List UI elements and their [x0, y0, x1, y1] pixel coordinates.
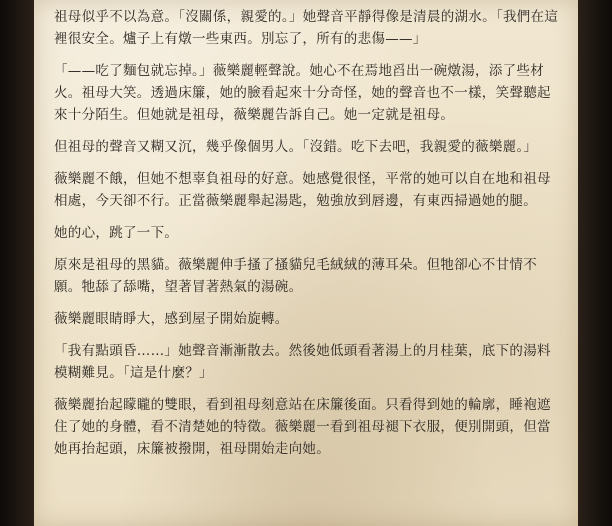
right-border	[578, 0, 612, 526]
page-text	[54, 0, 562, 470]
book-page	[34, 0, 578, 526]
paragraph: 薇樂麗不餓，但她不想辜負祖母的好意。她感覺很怪，平常的她可以自在地和祖母相處，今天卻不行。正當薇樂麗舉起湯匙，勉強放到唇邊，有東西掃過她的腿。	[54, 171, 551, 209]
paragraph: 薇樂麗抬起矇矓的雙眼，看到祖母刻意站在床簾後面。只看得到她的輪廓，睡袍遮住了她的身體，看不清楚她的特徵。薇樂麗一看到祖母褪下衣服，便別開頭，但當她再抬起頭，床簾被撥開，祖母開始走向她。	[54, 397, 551, 457]
left-border	[0, 0, 34, 526]
paragraph: 薇樂麗眼睛睜大，感到屋子開始旋轉。	[54, 311, 289, 327]
paragraph: 祖母似乎不以為意。「沒關係，親愛的。」她聲音平靜得像是清晨的湖水。「我們在這裡很安全。爐子上有燉一些東西。別忘了，所有的悲傷——」	[54, 9, 559, 47]
paragraph: 「我有點頭昏……」她聲音漸漸散去。然後她低頭看著湯上的月桂葉，底下的湯料模糊難見。「這是什麼？」	[54, 343, 551, 381]
paragraph: 「——吃了麵包就忘掉。」薇樂麗輕聲說。她心不在焉地舀出一碗燉湯，添了些材火。祖母大笑。透過床簾，她的臉看起來十分奇怪，她的聲音也不一樣，笑聲聽起來十分陌生。但她就是祖母，薇樂麗告訴自己。她一定就是祖母。	[54, 63, 551, 123]
paragraph: 原來是祖母的黑貓。薇樂麗伸手搔了搔貓兒毛絨絨的薄耳朵。但牠卻心不甘情不願。牠舔了舔嘴，望著冒著熱氣的湯碗。	[54, 257, 537, 295]
paragraph: 她的心，跳了一下。	[54, 225, 179, 241]
paragraph: 但祖母的聲音又糊又沉，幾乎像個男人。「沒錯。吃下去吧，我親愛的薇樂麗。」	[54, 139, 538, 155]
